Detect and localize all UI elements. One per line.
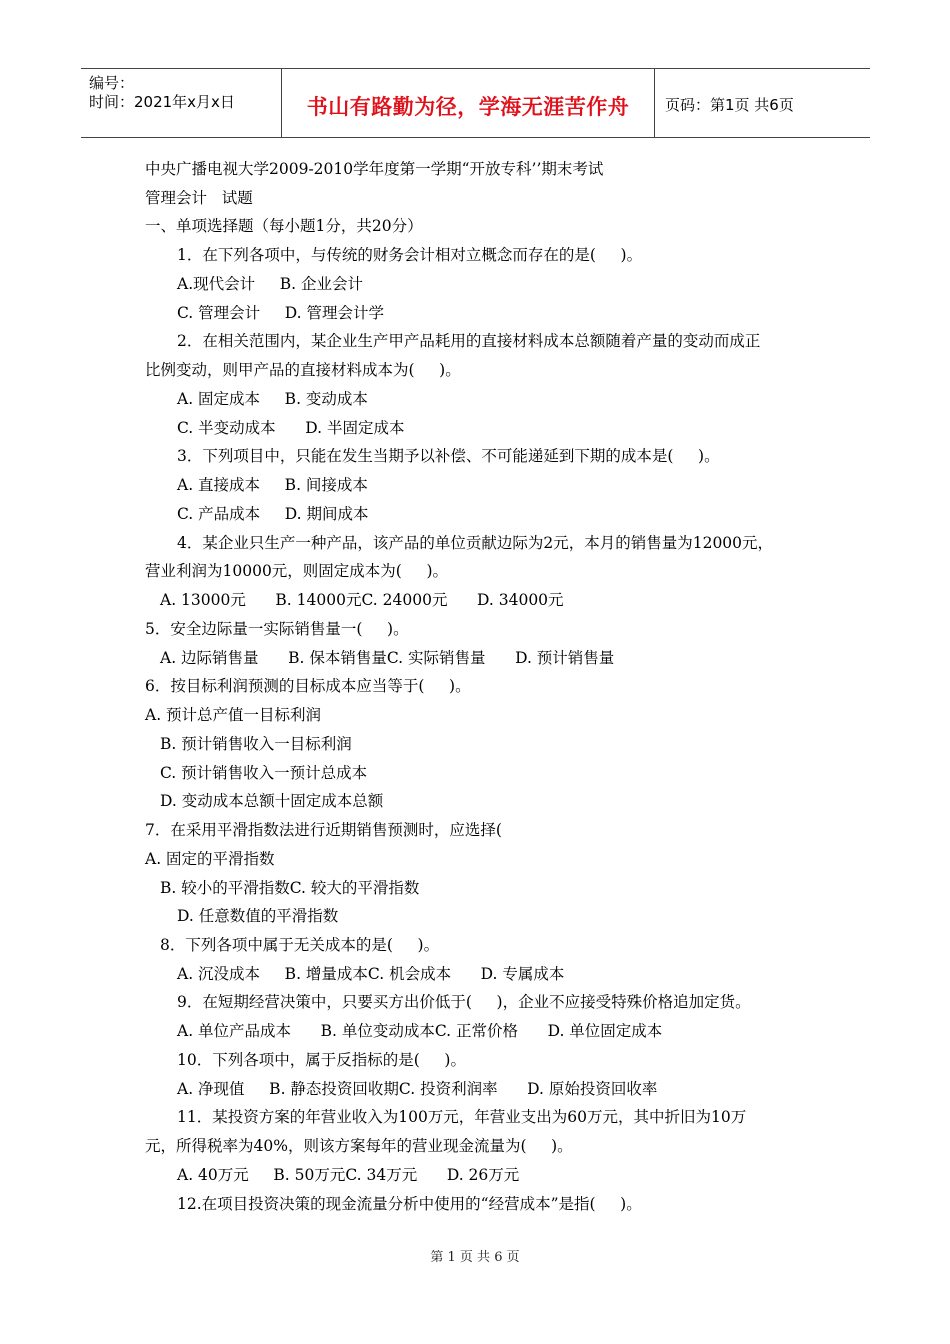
- question-line: 7．在采用平滑指数法进行近期销售预测时，应选择(: [145, 821, 502, 839]
- option-line: A. 40万元 B. 50万元C. 34万元 D. 26万元: [177, 1166, 520, 1184]
- page-footer: 第 1 页 共 6 页: [430, 1250, 520, 1265]
- option-line: A. 净现值 B. 静态投资回收期C. 投资利润率 D. 原始投资回收率: [177, 1080, 658, 1098]
- exam-subject: 管理会计 试题: [145, 189, 253, 207]
- question-line: 12.在项目投资决策的现金流量分析中使用的“经营成本”是指( )。: [177, 1195, 642, 1213]
- option-line: A. 固定成本 B. 变动成本: [177, 390, 368, 408]
- header-motto: 书山有路勤为径，学海无涯苦作舟: [306, 95, 630, 119]
- option-line: C. 管理会计 D. 管理会计学: [177, 304, 385, 322]
- header-left-cell: [81, 69, 282, 137]
- question-line: 6．按目标利润预测的目标成本应当等于( )。: [145, 677, 471, 695]
- document-date: 时间：2021年x月x日: [89, 93, 235, 111]
- option-line: D. 任意数值的平滑指数: [177, 907, 339, 925]
- option-line: A. 固定的平滑指数: [145, 850, 275, 868]
- option-line: C. 产品成本 D. 期间成本: [177, 505, 369, 523]
- question-line: 9．在短期经营决策中，只要买方出价低于( )，企业不应接受特殊价格追加定货。: [177, 993, 751, 1011]
- option-line: A. 单位产品成本 B. 单位变动成本C. 正常价格 D. 单位固定成本: [177, 1022, 663, 1040]
- question-line: 比例变动，则甲产品的直接材料成本为( )。: [145, 361, 461, 379]
- question-line: 8．下列各项中属于无关成本的是( )。: [160, 936, 440, 954]
- document-number-label: 编号：: [89, 74, 135, 92]
- option-line: A. 13000元 B. 14000元C. 24000元 D. 34000元: [160, 591, 564, 609]
- option-line: C. 半变动成本 D. 半固定成本: [177, 419, 405, 437]
- question-line: 10．下列各项中，属于反指标的是( )。: [177, 1051, 466, 1069]
- exam-title: 中央广播电视大学2009-2010学年度第一学期“开放专科’’期末考试: [145, 160, 604, 178]
- option-line: A. 边际销售量 B. 保本销售量C. 实际销售量 D. 预计销售量: [160, 649, 615, 667]
- page-header: [81, 68, 870, 138]
- option-line: D. 变动成本总额十固定成本总额: [160, 792, 384, 810]
- question-line: 11．某投资方案的年营业收入为100万元，年营业支出为60万元，其中折旧为10万: [177, 1108, 747, 1126]
- header-right-cell: [655, 69, 870, 137]
- question-line: 营业利润为10000元，则固定成本为( )。: [145, 562, 449, 580]
- question-line: 3．下列项目中，只能在发生当期予以补偿、不可能递延到下期的成本是( )。: [177, 447, 720, 465]
- section-heading: 一、单项选择题（每小题1分，共20分）: [145, 217, 423, 235]
- option-line: A.现代会计 B. 企业会计: [177, 275, 364, 293]
- question-line: 1．在下列各项中，与传统的财务会计相对立概念而存在的是( )。: [177, 246, 643, 264]
- header-center-cell: [282, 69, 655, 137]
- page-number-info: 页码：第1页 共6页: [665, 96, 794, 114]
- question-line: 元，所得税率为40%，则该方案每年的营业现金流量为( )。: [145, 1137, 573, 1155]
- question-line: 4．某企业只生产一种产品，该产品的单位贡献边际为2元，本月的销售量为12000元，: [177, 534, 774, 552]
- question-line: 2．在相关范围内，某企业生产甲产品耗用的直接材料成本总额随着产量的变动而成正: [177, 332, 761, 350]
- option-line: A. 直接成本 B. 间接成本: [177, 476, 368, 494]
- option-line: A. 预计总产值一目标利润: [145, 706, 322, 724]
- question-line: 5．安全边际量一实际销售量一( )。: [145, 620, 409, 638]
- option-line: A. 沉没成本 B. 增量成本C. 机会成本 D. 专属成本: [177, 965, 565, 983]
- option-line: C. 预计销售收入一预计总成本: [160, 764, 368, 782]
- option-line: B. 预计销售收入一目标利润: [160, 735, 352, 753]
- option-line: B. 较小的平滑指数C. 较大的平滑指数: [160, 879, 420, 897]
